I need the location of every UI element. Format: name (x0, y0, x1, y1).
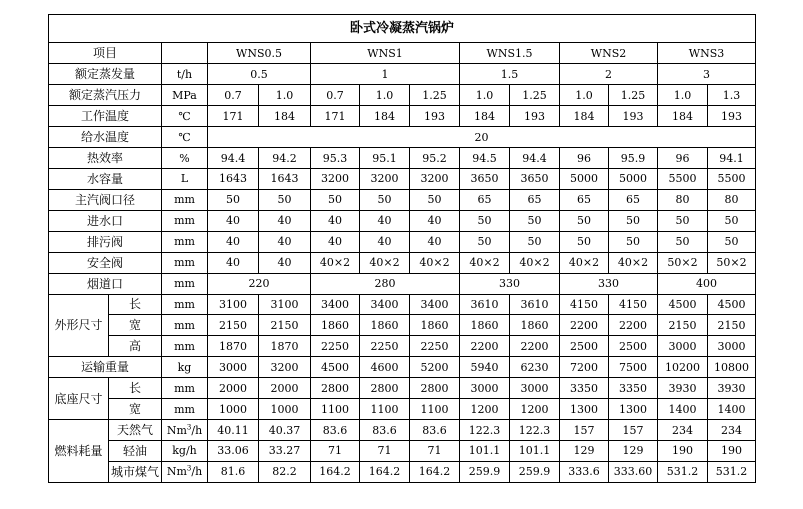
table-cell: 333.60 (609, 461, 658, 482)
table-cell: 2800 (410, 378, 460, 399)
table-cell: 3000 (708, 336, 756, 357)
table-cell: 1.3 (708, 85, 756, 106)
row-label: 额定蒸发量 (49, 64, 162, 85)
table-cell: 184 (259, 106, 311, 127)
table-cell: 3200 (311, 168, 360, 189)
table-cell: 4150 (560, 294, 609, 315)
row-label: 排污阀 (49, 231, 162, 252)
unit-base: Nm (166, 423, 187, 437)
row-unit: mm (162, 252, 208, 273)
table-cell: 193 (410, 106, 460, 127)
table-cell: 81.6 (208, 461, 259, 482)
table-cell: 50 (609, 210, 658, 231)
table-cell: 190 (708, 440, 756, 461)
row-unit: mm (162, 189, 208, 210)
table-cell: 40 (410, 210, 460, 231)
data-row (49, 399, 756, 420)
table-cell: 101.1 (510, 440, 560, 461)
table-cell: 234 (658, 420, 708, 441)
table-cell: 3200 (259, 357, 311, 378)
unit-tail: /h (191, 423, 203, 437)
table-cell: 2200 (460, 336, 510, 357)
table-cell: 3400 (360, 294, 410, 315)
table-cell: 2250 (311, 336, 360, 357)
table-cell: 1.25 (410, 85, 460, 106)
row-label: 轻油 (109, 440, 162, 461)
row-label: 城市煤气 (109, 461, 162, 482)
model-header: WNS1 (311, 43, 460, 64)
row-label: 长 (109, 378, 162, 399)
table-cell: 101.1 (460, 440, 510, 461)
table-cell: 1400 (658, 399, 708, 420)
table-cell: 164.2 (410, 461, 460, 482)
table-cell: 95.1 (360, 148, 410, 169)
table-cell: 50 (560, 210, 609, 231)
row-unit: MPa (162, 85, 208, 106)
table-cell: 531.2 (658, 461, 708, 482)
unit-sup: 3 (186, 464, 192, 473)
table-cell: 33.06 (208, 440, 259, 461)
table-cell: 330 (460, 273, 560, 294)
table-cell: 184 (460, 106, 510, 127)
table-cell: 2250 (410, 336, 460, 357)
table-cell: 83.6 (360, 420, 410, 441)
table-cell: 3 (658, 64, 756, 85)
table-cell: 4500 (708, 294, 756, 315)
row-unit: mm (162, 294, 208, 315)
table-cell: 50 (311, 189, 360, 210)
table-cell: 2 (560, 64, 658, 85)
table-cell: 5500 (658, 168, 708, 189)
table-cell: 94.4 (208, 148, 259, 169)
row-label: 水容量 (49, 168, 162, 189)
table-cell: 1860 (311, 315, 360, 336)
table-cell: 3930 (658, 378, 708, 399)
table-cell: 1 (311, 64, 460, 85)
table-cell: 40 (360, 231, 410, 252)
table-cell: 259.9 (460, 461, 510, 482)
table-cell: 220 (208, 273, 311, 294)
table-cell: 4500 (658, 294, 708, 315)
data-row (49, 461, 756, 482)
feed-temp-row (49, 127, 756, 148)
table-cell: 40×2 (460, 252, 510, 273)
data-row (49, 168, 756, 189)
table-cell: 531.2 (708, 461, 756, 482)
table-cell: 71 (311, 440, 360, 461)
table-cell: 3650 (460, 168, 510, 189)
table-cell: 164.2 (311, 461, 360, 482)
table-cell: 71 (410, 440, 460, 461)
table-cell: 1100 (311, 399, 360, 420)
table-cell: 40 (208, 252, 259, 273)
row-unit: mm (162, 378, 208, 399)
table-cell: 40×2 (560, 252, 609, 273)
table-cell: 3000 (208, 357, 259, 378)
unit-base: Nm (166, 465, 187, 479)
data-row (49, 315, 756, 336)
row-label: 运输重量 (49, 357, 162, 378)
table-cell: 94.2 (259, 148, 311, 169)
table-cell: 1200 (460, 399, 510, 420)
table-cell: 0.7 (208, 85, 259, 106)
table-cell: 234 (708, 420, 756, 441)
table-cell: 2200 (560, 315, 609, 336)
table-cell: 82.2 (259, 461, 311, 482)
table-cell: 3350 (609, 378, 658, 399)
table-cell: 94.4 (510, 148, 560, 169)
data-row (49, 106, 756, 127)
table-cell: 3200 (410, 168, 460, 189)
table-cell: 2000 (208, 378, 259, 399)
table-cell: 40 (259, 252, 311, 273)
model-header: WNS1.5 (460, 43, 560, 64)
table-cell: 40 (208, 231, 259, 252)
table-cell: 164.2 (360, 461, 410, 482)
row-label: 主汽阀口径 (49, 189, 162, 210)
rated-evap-row (49, 64, 756, 85)
data-row (49, 148, 756, 169)
table-cell: 1200 (510, 399, 560, 420)
table-cell: 10800 (708, 357, 756, 378)
table-cell: 4500 (311, 357, 360, 378)
table-cell: 5940 (460, 357, 510, 378)
table-cell: 40×2 (311, 252, 360, 273)
table-cell: 1.5 (460, 64, 560, 85)
table-cell: 193 (708, 106, 756, 127)
table-cell: 6230 (510, 357, 560, 378)
table-cell: 3400 (311, 294, 360, 315)
row-label: 热效率 (49, 148, 162, 169)
table-cell: 171 (208, 106, 259, 127)
table-cell: 5000 (609, 168, 658, 189)
table-cell: 1860 (410, 315, 460, 336)
data-row (49, 231, 756, 252)
table-cell: 40×2 (360, 252, 410, 273)
data-row (49, 420, 756, 441)
table-cell: 259.9 (510, 461, 560, 482)
table-cell: 33.27 (259, 440, 311, 461)
table-cell: 50 (510, 210, 560, 231)
table-cell: 65 (460, 189, 510, 210)
table-cell: 94.5 (460, 148, 510, 169)
table-cell: 10200 (658, 357, 708, 378)
row-unit: L (162, 168, 208, 189)
table-cell: 95.9 (609, 148, 658, 169)
table-cell: 330 (560, 273, 658, 294)
table-cell: 40 (311, 231, 360, 252)
table-cell: 40 (259, 210, 311, 231)
table-cell: 50 (658, 210, 708, 231)
model-header: WNS0.5 (208, 43, 311, 64)
table-cell: 3000 (658, 336, 708, 357)
table-cell: 83.6 (410, 420, 460, 441)
table-cell: 1870 (259, 336, 311, 357)
table-cell: 50 (460, 210, 510, 231)
table-cell: 1300 (609, 399, 658, 420)
row-unit: kg/h (162, 440, 208, 461)
table-cell: 1000 (208, 399, 259, 420)
model-header-row (49, 43, 756, 64)
table-cell: 122.3 (510, 420, 560, 441)
table-cell: 280 (311, 273, 460, 294)
table-cell: 40×2 (410, 252, 460, 273)
table-cell: 65 (609, 189, 658, 210)
data-row (49, 85, 756, 106)
table-cell: 4600 (360, 357, 410, 378)
table-cell: 1860 (510, 315, 560, 336)
data-row (49, 189, 756, 210)
table-cell: 2150 (708, 315, 756, 336)
row-unit: t/h (162, 64, 208, 85)
row-label: 烟道口 (49, 273, 162, 294)
table-cell: 1870 (208, 336, 259, 357)
table-cell: 40.11 (208, 420, 259, 441)
table-cell: 1400 (708, 399, 756, 420)
table-cell: 2500 (609, 336, 658, 357)
data-row (49, 252, 756, 273)
row-unit: mm (162, 399, 208, 420)
table-cell: 40 (259, 231, 311, 252)
row-unit: kg (162, 357, 208, 378)
table-cell: 2800 (311, 378, 360, 399)
table-cell: 129 (609, 440, 658, 461)
data-row (49, 378, 756, 399)
table-cell: 94.1 (708, 148, 756, 169)
table-cell: 65 (510, 189, 560, 210)
table-cell: 3100 (208, 294, 259, 315)
table-cell: 3100 (259, 294, 311, 315)
row-unit (162, 420, 208, 441)
table-cell: 3350 (560, 378, 609, 399)
row-unit: mm (162, 315, 208, 336)
table-cell: 3650 (510, 168, 560, 189)
table-cell: 2800 (360, 378, 410, 399)
table-cell: 40 (410, 231, 460, 252)
table-cell: 96 (560, 148, 609, 169)
row-label: 高 (109, 336, 162, 357)
table-cell: 7200 (560, 357, 609, 378)
table-cell: 5500 (708, 168, 756, 189)
row-label: 安全阀 (49, 252, 162, 273)
table-cell: 1.25 (510, 85, 560, 106)
data-row (49, 440, 756, 461)
table-cell: 40×2 (609, 252, 658, 273)
table-cell: 40 (208, 210, 259, 231)
row-unit: mm (162, 273, 208, 294)
table-cell: 184 (360, 106, 410, 127)
table-cell: 2150 (259, 315, 311, 336)
table-cell: 3610 (510, 294, 560, 315)
table-cell: 80 (658, 189, 708, 210)
table-cell: 1.0 (658, 85, 708, 106)
table-cell: 1643 (259, 168, 311, 189)
table-cell: 50 (708, 210, 756, 231)
table-title: 卧式冷凝蒸汽锅炉 (49, 15, 756, 43)
table-cell: 71 (360, 440, 410, 461)
table-cell: 190 (658, 440, 708, 461)
table-cell: 1860 (360, 315, 410, 336)
table-cell: 2500 (560, 336, 609, 357)
table-cell: 80 (708, 189, 756, 210)
table-cell: 1300 (560, 399, 609, 420)
table-cell: 129 (560, 440, 609, 461)
table-cell: 5200 (410, 357, 460, 378)
flue-row (49, 273, 756, 294)
table-cell: 2200 (609, 315, 658, 336)
table-cell: 7500 (609, 357, 658, 378)
table-cell: 1100 (360, 399, 410, 420)
row-label: 给水温度 (49, 127, 162, 148)
unit-cell (162, 43, 208, 64)
table-cell: 3400 (410, 294, 460, 315)
table-cell: 50×2 (708, 252, 756, 273)
table-cell: 333.6 (560, 461, 609, 482)
table-cell: 122.3 (460, 420, 510, 441)
row-unit: mm (162, 210, 208, 231)
table-cell: 3000 (460, 378, 510, 399)
table-cell: 20 (208, 127, 756, 148)
table-cell: 171 (311, 106, 360, 127)
row-label: 长 (109, 294, 162, 315)
table-cell: 65 (560, 189, 609, 210)
table-cell: 5000 (560, 168, 609, 189)
table-cell: 1100 (410, 399, 460, 420)
model-header: WNS2 (560, 43, 658, 64)
table-cell: 0.5 (208, 64, 311, 85)
row-label: 宽 (109, 315, 162, 336)
table-cell: 50 (658, 231, 708, 252)
row-label: 进水口 (49, 210, 162, 231)
table-cell: 157 (609, 420, 658, 441)
table-cell: 40 (311, 210, 360, 231)
table-cell: 1.0 (360, 85, 410, 106)
data-row (49, 336, 756, 357)
group-label: 燃料耗量 (49, 420, 109, 483)
table-cell: 184 (658, 106, 708, 127)
table-cell: 3930 (708, 378, 756, 399)
table-cell: 1.0 (259, 85, 311, 106)
table-cell: 400 (658, 273, 756, 294)
table-cell: 193 (609, 106, 658, 127)
table-cell: 40 (360, 210, 410, 231)
table-cell: 3610 (460, 294, 510, 315)
table-cell: 2000 (259, 378, 311, 399)
table-cell: 1.0 (560, 85, 609, 106)
table-cell: 4150 (609, 294, 658, 315)
row-unit (162, 461, 208, 482)
table-cell: 1860 (460, 315, 510, 336)
table-cell: 0.7 (311, 85, 360, 106)
table-cell: 40×2 (510, 252, 560, 273)
boiler-spec-table (48, 14, 756, 483)
table-cell: 3200 (360, 168, 410, 189)
row-unit: ℃ (162, 127, 208, 148)
row-unit: ℃ (162, 106, 208, 127)
table-cell: 1643 (208, 168, 259, 189)
table-cell: 50 (460, 231, 510, 252)
table-cell: 96 (658, 148, 708, 169)
table-cell: 2150 (208, 315, 259, 336)
table-cell: 40.37 (259, 420, 311, 441)
table-cell: 50 (708, 231, 756, 252)
model-header: WNS3 (658, 43, 756, 64)
row-label: 工作温度 (49, 106, 162, 127)
table-cell: 50 (560, 231, 609, 252)
unit-tail: /h (191, 465, 203, 479)
table-cell: 83.6 (311, 420, 360, 441)
group-label: 外形尺寸 (49, 294, 109, 357)
data-row (49, 357, 756, 378)
row-unit: mm (162, 231, 208, 252)
table-cell: 193 (510, 106, 560, 127)
unit-sup: 3 (186, 422, 192, 431)
table-cell: 50 (259, 189, 311, 210)
table-cell: 50 (410, 189, 460, 210)
table-cell: 50 (208, 189, 259, 210)
table-cell: 2200 (510, 336, 560, 357)
table-cell: 50 (510, 231, 560, 252)
table-cell: 2150 (658, 315, 708, 336)
table-cell: 50 (360, 189, 410, 210)
table-cell: 157 (560, 420, 609, 441)
row-label: 天然气 (109, 420, 162, 441)
data-row (49, 294, 756, 315)
row-label: 宽 (109, 399, 162, 420)
data-row (49, 210, 756, 231)
table-cell: 1.0 (460, 85, 510, 106)
item-header: 项目 (49, 43, 162, 64)
table-cell: 184 (560, 106, 609, 127)
group-label: 底座尺寸 (49, 378, 109, 420)
row-unit: mm (162, 336, 208, 357)
row-label: 额定蒸汽压力 (49, 85, 162, 106)
row-unit: % (162, 148, 208, 169)
table-cell: 50 (609, 231, 658, 252)
table-cell: 50×2 (658, 252, 708, 273)
title-row (49, 15, 756, 43)
table-cell: 3000 (510, 378, 560, 399)
table-cell: 1.25 (609, 85, 658, 106)
table-cell: 95.2 (410, 148, 460, 169)
table-cell: 1000 (259, 399, 311, 420)
table-cell: 2250 (360, 336, 410, 357)
table-cell: 95.3 (311, 148, 360, 169)
